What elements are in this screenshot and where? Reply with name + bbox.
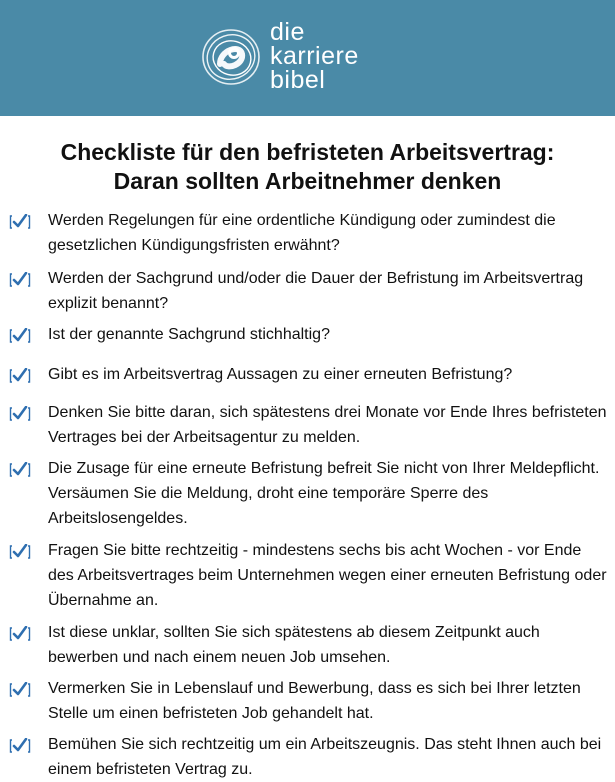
brand-header [0, 0, 615, 116]
brand-logo[interactable] [198, 20, 418, 100]
checklist-item-text: Werden der Sachgrund und/oder die Dauer der Befristung im Arbeitsvertrag explizit benannt? [48, 270, 584, 312]
checkbox-checked-icon [9, 406, 31, 422]
checkbox-checked-icon [9, 738, 31, 754]
checklist-item-text: Gibt es im Arbeitsvertrag Aussagen zu einer erneuten Befristung? [48, 366, 513, 383]
checklist-item-text: Werden Regelungen für eine ordentliche Kündigung oder zumindest die gesetzlichen Kündigungsfristen erwähnt? [48, 212, 556, 254]
checklist-item-text: Bemühen Sie sich rechtzeitig um ein Arbeitszeugnis. Das steht Ihnen auch bei einem befristeten Vertrag zu. [48, 736, 602, 778]
checklist-item-text: Vermerken Sie in Lebenslauf und Bewerbung, dass es sich bei Ihrer letzten Stelle um einen befristeten Job gehandelt hat. [48, 680, 581, 722]
page-title [0, 138, 615, 196]
logo-line-die: die [270, 18, 305, 46]
checklist-item-text: Fragen Sie bitte rechtzeitig - mindestens sechs bis acht Wochen - vor Ende des Arbeitsvertrages beim Unternehmen wegen einer erneuten Befristung oder Übernahme an. [48, 542, 607, 609]
checkbox-checked-icon [9, 368, 31, 384]
brand-wordmark [270, 20, 359, 92]
title-line-2: Daran sollten Arbeitnehmer denken [113, 168, 502, 194]
checklist-item-text: Ist der genannte Sachgrund stichhaltig? [48, 326, 330, 343]
checklist-item-text: Denken Sie bitte daran, sich spätestens drei Monate vor Ende Ihres befristeten Vertrages bei der Arbeitsagentur zu melden. [48, 404, 607, 446]
checkbox-checked-icon [9, 544, 31, 560]
checkbox-checked-icon [9, 626, 31, 642]
karrierebibel-swirl-logo-icon [198, 24, 264, 90]
logo-line-karriere: karriere [270, 42, 359, 70]
logo-line-bibel: bibel [270, 66, 326, 94]
checkbox-checked-icon [9, 682, 31, 698]
checkbox-checked-icon [9, 462, 31, 478]
checkbox-checked-icon [9, 272, 31, 288]
checkbox-checked-icon [9, 328, 31, 344]
checklist-item-text: Die Zusage für eine erneute Befristung befreit Sie nicht von Ihrer Meldepflicht. Versäumen Sie die Meldung, droht eine temporäre Sperre des Arbeitslosengeldes. [48, 460, 600, 527]
checkbox-checked-icon [9, 214, 31, 230]
checklist-item-text: Ist diese unklar, sollten Sie sich spätestens ab diesem Zeitpunkt auch bewerben und nach einem neuen Job umsehen. [48, 624, 540, 666]
title-line-1: Checkliste für den befristeten Arbeitsvertrag: [60, 139, 555, 165]
